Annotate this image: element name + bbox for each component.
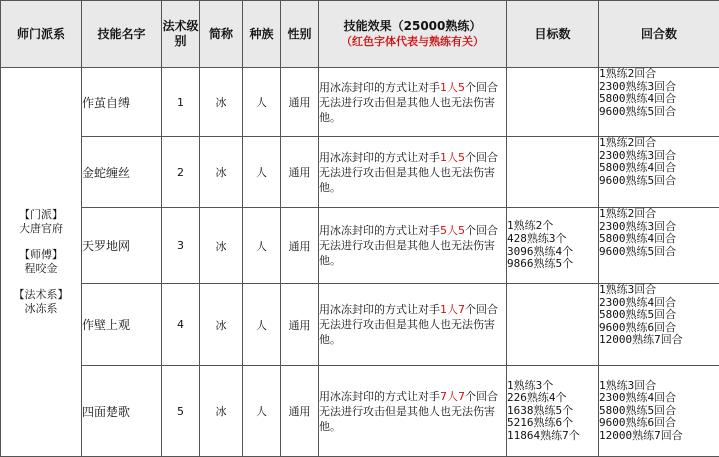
effect-cell — [319, 208, 507, 284]
level-cell: 5 — [162, 366, 200, 457]
targets-cell — [507, 137, 599, 208]
header-effect-note: （红色字体代表与熟练有关） — [341, 35, 484, 48]
list-line: 9600熟练5回合 — [599, 173, 677, 187]
skill-name-cell: 天罗地网 — [82, 208, 162, 284]
targets-cell — [507, 366, 599, 457]
sect-label: 【门派】 — [19, 208, 63, 221]
effect-cell — [319, 137, 507, 208]
list-line: 5216熟练6个 — [507, 416, 574, 430]
list-line: 9600熟练5回合 — [599, 104, 677, 118]
effect-text-highlight: 1人5 — [440, 80, 465, 94]
magic-value: 冰冻系 — [24, 302, 58, 315]
header-effect-title: 技能效果（25000熟练） — [343, 19, 482, 33]
header-row — [1, 1, 719, 68]
effect-text-a: 用冰冻封印的方式让对手 — [319, 150, 440, 164]
abbr-cell: 冰 — [200, 208, 243, 284]
targets-cell — [507, 284, 599, 366]
effect-text-a: 用冰冻封印的方式让对手 — [319, 224, 440, 237]
list-line: 1熟练2回合 — [599, 136, 657, 149]
skill-name-cell: 作壁上观 — [82, 284, 162, 366]
rounds-cell — [599, 284, 719, 366]
effect-cell — [319, 68, 507, 137]
effect-cell — [319, 366, 507, 457]
effect-text-highlight: 1人7 — [440, 303, 465, 316]
gender-cell: 通用 — [281, 284, 319, 366]
sect-value: 大唐官府 — [19, 222, 63, 235]
gender-cell: 通用 — [281, 68, 319, 137]
table-row — [1, 137, 719, 208]
list-line: 2300熟练4回合 — [599, 295, 677, 309]
header-race: 种族 — [243, 1, 281, 68]
effect-text-c: 个回合无法进行攻击但是其他人也无法伤害他。 — [319, 389, 498, 433]
race-cell: 人 — [243, 284, 281, 366]
skill-name-cell: 金蛇缠丝 — [82, 137, 162, 208]
abbr-cell: 冰 — [200, 68, 243, 137]
level-cell: 3 — [162, 208, 200, 284]
race-cell: 人 — [243, 137, 281, 208]
list-line: 5800熟练4回合 — [599, 232, 677, 246]
table-row — [1, 208, 719, 284]
race-cell: 人 — [243, 366, 281, 457]
rounds-cell — [599, 366, 719, 457]
gender-cell: 通用 — [281, 366, 319, 457]
effect-text-highlight: 7人7 — [440, 389, 465, 403]
header-targets: 目标数 — [507, 1, 599, 68]
list-line: 2300熟练3回合 — [599, 148, 677, 162]
list-line: 5800熟练5回合 — [599, 308, 677, 322]
rounds-cell — [599, 68, 719, 137]
gender-cell: 通用 — [281, 137, 319, 208]
list-line: 226熟练4个 — [507, 391, 567, 405]
abbr-cell: 冰 — [200, 137, 243, 208]
list-line: 12000熟练7回合 — [599, 428, 683, 442]
effect-text-a: 用冰冻封印的方式让对手 — [319, 389, 440, 403]
list-line: 5800熟练5回合 — [599, 403, 677, 417]
table-row — [1, 284, 719, 366]
list-line: 1熟练2回合 — [599, 207, 657, 220]
effect-text-c: 个回合无法进行攻击但是其他人也无法伤害他。 — [319, 80, 498, 124]
list-line: 9600熟练6回合 — [599, 416, 677, 430]
master-value: 程咬金 — [24, 262, 58, 275]
effect-text-c: 个回合无法进行攻击但是其他人也无法伤害他。 — [319, 303, 498, 346]
list-line: 5800熟练4回合 — [599, 92, 677, 106]
effect-text-highlight: 5人5 — [440, 224, 465, 237]
header-abbr: 简称 — [200, 1, 243, 68]
targets-cell — [507, 208, 599, 284]
level-cell: 4 — [162, 284, 200, 366]
abbr-cell: 冰 — [200, 366, 243, 457]
table-row — [1, 366, 719, 457]
effect-text-c: 个回合无法进行攻击但是其他人也无法伤害他。 — [319, 224, 498, 267]
list-line: 9600熟练6回合 — [599, 320, 677, 334]
list-line: 1熟练3个 — [507, 378, 554, 392]
rounds-cell — [599, 137, 719, 208]
list-line: 2300熟练4回合 — [599, 391, 677, 405]
list-line: 1熟练2个 — [507, 219, 554, 233]
list-line: 2300熟练3回合 — [599, 219, 677, 233]
list-line: 1熟练3回合 — [599, 378, 657, 392]
master-label: 【师傅】 — [19, 248, 63, 261]
list-line: 1熟练3回合 — [599, 283, 657, 296]
targets-cell — [507, 68, 599, 137]
effect-text-a: 用冰冻封印的方式让对手 — [319, 303, 440, 316]
skill-name-cell: 四面楚歌 — [82, 366, 162, 457]
gender-cell: 通用 — [281, 208, 319, 284]
magic-label: 【法术系】 — [13, 288, 69, 301]
list-line: 3096熟练4个 — [507, 244, 574, 258]
skill-name-cell: 作茧自缚 — [82, 68, 162, 137]
list-line: 12000熟练7回合 — [599, 333, 683, 347]
abbr-cell: 冰 — [200, 284, 243, 366]
effect-text-a: 用冰冻封印的方式让对手 — [319, 80, 440, 94]
header-skill-name: 技能名字 — [82, 1, 162, 68]
list-line: 1638熟练5个 — [507, 403, 574, 417]
race-cell: 人 — [243, 208, 281, 284]
header-level: 法术级别 — [162, 1, 200, 68]
list-line: 1熟练2回合 — [599, 67, 657, 80]
rounds-cell — [599, 208, 719, 284]
table-row — [1, 68, 719, 137]
level-cell: 1 — [162, 68, 200, 137]
header-effect — [319, 1, 507, 68]
list-line: 11864熟练7个 — [507, 428, 580, 442]
list-line: 9600熟练5回合 — [599, 244, 677, 258]
effect-text-highlight: 1人5 — [440, 150, 465, 164]
list-line: 428熟练3个 — [507, 231, 567, 245]
school-info-cell — [1, 68, 82, 457]
race-cell: 人 — [243, 68, 281, 137]
list-line: 9866熟练5个 — [507, 257, 574, 271]
header-rounds: 回合数 — [599, 1, 719, 68]
list-line: 5800熟练4回合 — [599, 161, 677, 175]
effect-text-c: 个回合无法进行攻击但是其他人也无法伤害他。 — [319, 150, 498, 194]
header-school: 师门派系 — [1, 1, 82, 68]
list-line: 2300熟练3回合 — [599, 79, 677, 93]
header-gender: 性别 — [281, 1, 319, 68]
level-cell: 2 — [162, 137, 200, 208]
effect-cell — [319, 284, 507, 366]
